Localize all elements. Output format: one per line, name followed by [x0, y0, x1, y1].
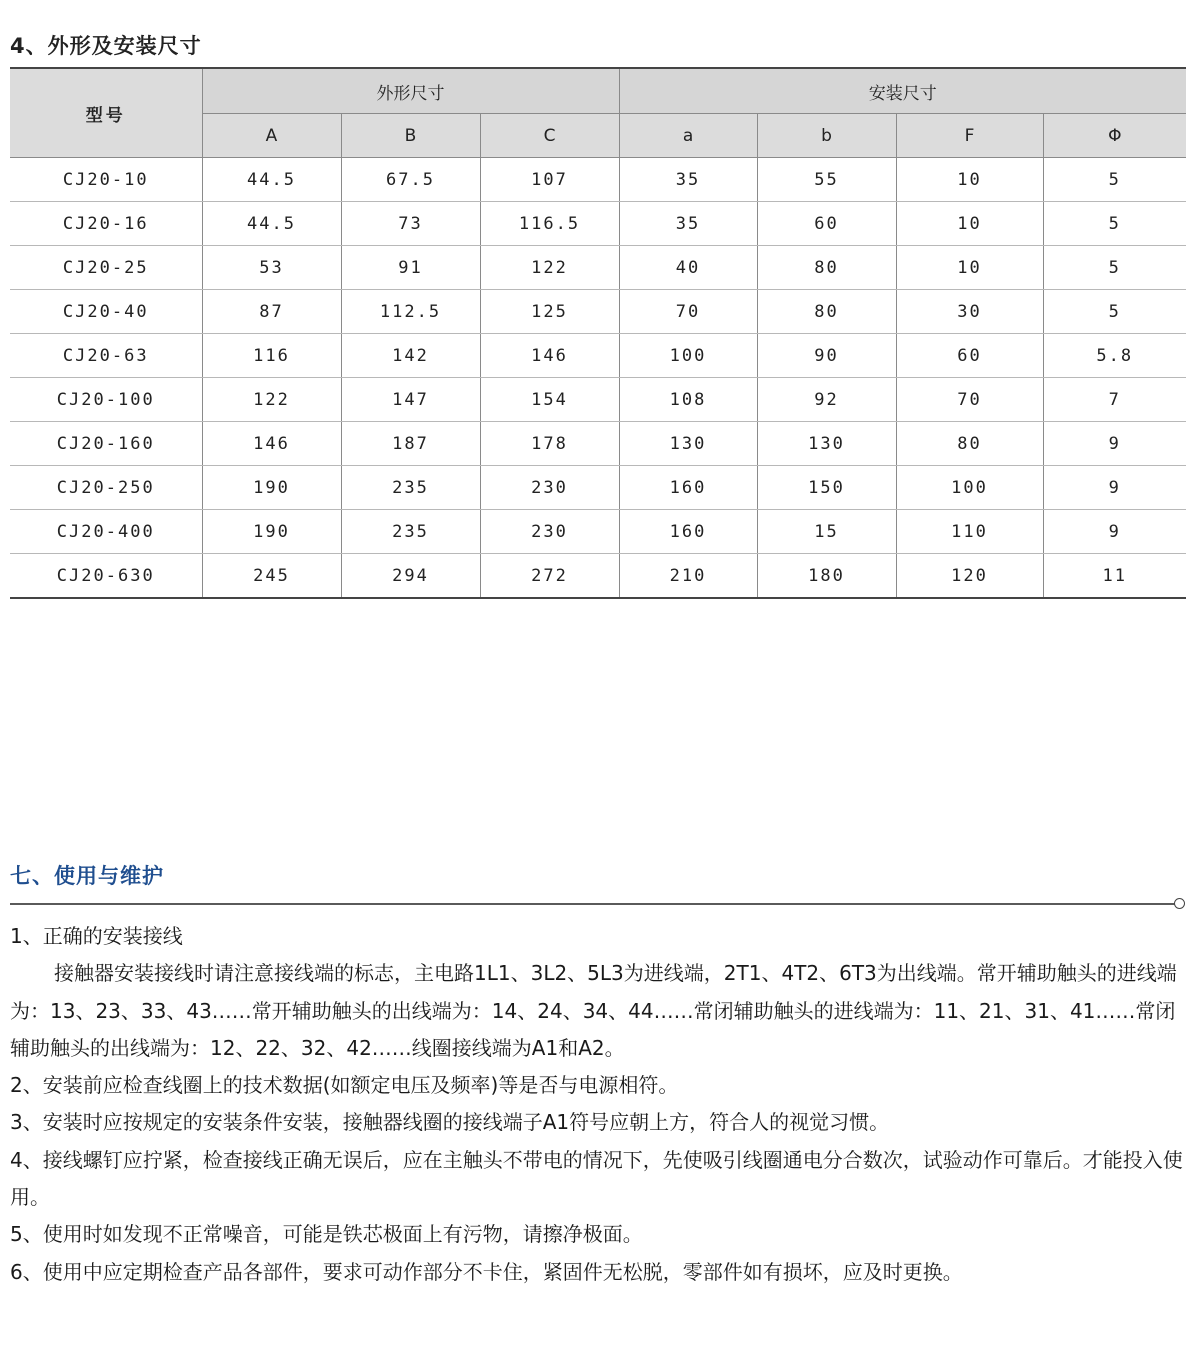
table-row — [10, 466, 1186, 510]
table-cell: 272 — [480, 554, 619, 599]
table-cell: 146 — [480, 334, 619, 378]
model-cell: CJ20-250 — [10, 466, 202, 510]
table-cell: 80 — [896, 422, 1043, 466]
model-cell: CJ20-40 — [10, 290, 202, 334]
table-cell: 122 — [202, 378, 341, 422]
table-row — [10, 510, 1186, 554]
table-cell: 10 — [896, 246, 1043, 290]
table-cell: 70 — [619, 290, 757, 334]
model-cell: CJ20-400 — [10, 510, 202, 554]
table-row — [10, 246, 1186, 290]
table-cell: 87 — [202, 290, 341, 334]
table-cell: 108 — [619, 378, 757, 422]
model-cell: CJ20-100 — [10, 378, 202, 422]
table-cell: 9 — [1043, 422, 1186, 466]
table-cell: 10 — [896, 158, 1043, 202]
model-cell: CJ20-630 — [10, 554, 202, 599]
table-cell: 130 — [757, 422, 896, 466]
table-row — [10, 378, 1186, 422]
table-cell: 154 — [480, 378, 619, 422]
model-column-header: 型号 — [10, 68, 202, 158]
table-cell: 120 — [896, 554, 1043, 599]
model-cell: CJ20-10 — [10, 158, 202, 202]
outline-dimensions-header: 外形尺寸 — [202, 68, 619, 114]
table-cell: 210 — [619, 554, 757, 599]
table-cell: 122 — [480, 246, 619, 290]
table-cell: 112.5 — [341, 290, 480, 334]
table-row — [10, 422, 1186, 466]
table-cell: 160 — [619, 510, 757, 554]
table-cell: 235 — [341, 466, 480, 510]
table-row — [10, 202, 1186, 246]
table-cell: 5 — [1043, 158, 1186, 202]
table-cell: 187 — [341, 422, 480, 466]
table-cell: 35 — [619, 202, 757, 246]
model-cell: CJ20-16 — [10, 202, 202, 246]
install-dimensions-header: 安装尺寸 — [619, 68, 1186, 114]
table-row — [10, 158, 1186, 202]
table-cell: 130 — [619, 422, 757, 466]
table-cell: 9 — [1043, 466, 1186, 510]
table-cell: 142 — [341, 334, 480, 378]
table-cell: 178 — [480, 422, 619, 466]
table-cell: 116 — [202, 334, 341, 378]
divider-end-circle — [1174, 898, 1185, 909]
table-cell: 125 — [480, 290, 619, 334]
column-header-a: a — [619, 114, 757, 158]
table-cell: 53 — [202, 246, 341, 290]
table-cell: 5.8 — [1043, 334, 1186, 378]
table-cell: 190 — [202, 466, 341, 510]
table-cell: 107 — [480, 158, 619, 202]
column-header-b: b — [757, 114, 896, 158]
column-header-C: C — [480, 114, 619, 158]
table-cell: 30 — [896, 290, 1043, 334]
instruction-6: 6、使用中应定期检查产品各部件，要求可动作部分不卡住，紧固件无松脱，零部件如有损坏，应及时更换。 — [10, 1259, 963, 1284]
table-cell: 100 — [619, 334, 757, 378]
column-header-phi: Φ — [1043, 114, 1186, 158]
model-cell: CJ20-63 — [10, 334, 202, 378]
table-cell: 80 — [757, 246, 896, 290]
table-cell: 11 — [1043, 554, 1186, 599]
table-cell: 40 — [619, 246, 757, 290]
table-cell: 245 — [202, 554, 341, 599]
table-cell: 73 — [341, 202, 480, 246]
table-cell: 160 — [619, 466, 757, 510]
table-cell: 180 — [757, 554, 896, 599]
instruction-5: 5、使用时如发现不正常噪音，可能是铁芯极面上有污物，请擦净极面。 — [10, 1222, 643, 1247]
table-cell: 147 — [341, 378, 480, 422]
table-row — [10, 334, 1186, 378]
table-cell: 5 — [1043, 202, 1186, 246]
table-cell: 230 — [480, 466, 619, 510]
table-cell: 294 — [341, 554, 480, 599]
table-cell: 100 — [896, 466, 1043, 510]
table-cell: 230 — [480, 510, 619, 554]
table-cell: 9 — [1043, 510, 1186, 554]
section-divider — [10, 903, 1175, 905]
table-cell: 116.5 — [480, 202, 619, 246]
table-row — [10, 554, 1186, 599]
column-header-B: B — [341, 114, 480, 158]
table-cell: 44.5 — [202, 158, 341, 202]
table-cell: 44.5 — [202, 202, 341, 246]
dimensions-table — [10, 67, 1186, 599]
section-title-dimensions: 4、外形及安装尺寸 — [10, 34, 202, 58]
model-cell: CJ20-25 — [10, 246, 202, 290]
section-title-usage-maintenance: 七、使用与维护 — [10, 864, 164, 888]
table-cell: 55 — [757, 158, 896, 202]
table-cell: 92 — [757, 378, 896, 422]
table-cell: 146 — [202, 422, 341, 466]
table-cell: 150 — [757, 466, 896, 510]
table-cell: 5 — [1043, 290, 1186, 334]
table-cell: 235 — [341, 510, 480, 554]
table-cell: 90 — [757, 334, 896, 378]
instruction-3: 3、安装时应按规定的安装条件安装，接触器线圈的接线端子A1符号应朝上方，符合人的视觉习惯。 — [10, 1110, 890, 1135]
usage-instructions — [10, 918, 1190, 1291]
table-cell: 80 — [757, 290, 896, 334]
table-cell: 35 — [619, 158, 757, 202]
table-cell: 70 — [896, 378, 1043, 422]
table-cell: 190 — [202, 510, 341, 554]
table-cell: 5 — [1043, 246, 1186, 290]
column-header-A: A — [202, 114, 341, 158]
table-cell: 60 — [757, 202, 896, 246]
table-cell: 67.5 — [341, 158, 480, 202]
table-cell: 110 — [896, 510, 1043, 554]
table-cell: 15 — [757, 510, 896, 554]
instruction-4: 4、接线螺钉应拧紧，检查接线正确无误后，应在主触头不带电的情况下，先使吸引线圈通电分合数次，试验动作可靠后。才能投入使用。 — [10, 1147, 1183, 1210]
model-cell: CJ20-160 — [10, 422, 202, 466]
table-row — [10, 290, 1186, 334]
table-cell: 10 — [896, 202, 1043, 246]
instruction-2: 2、安装前应检查线圈上的技术数据(如额定电压及频率)等是否与电源相符。 — [10, 1073, 679, 1098]
table-cell: 7 — [1043, 378, 1186, 422]
column-header-F: F — [896, 114, 1043, 158]
table-cell: 60 — [896, 334, 1043, 378]
instruction-1-title: 1、正确的安装接线 — [10, 924, 183, 948]
table-cell: 91 — [341, 246, 480, 290]
instruction-1-body: 接触器安装接线时请注意接线端的标志，主电路1L1、3L2、5L3为进线端，2T1、4T2、6T3为出线端。常开辅助触头的进线端为：13、23、33、43……常开辅助触头的出线端为：14、24、34、44……常闭辅助触头的进线端为：11、21、31、41……常闭辅助触头的出线端为：12、22、32、42……线圈接线端为A1和A2。 — [10, 961, 1177, 1060]
